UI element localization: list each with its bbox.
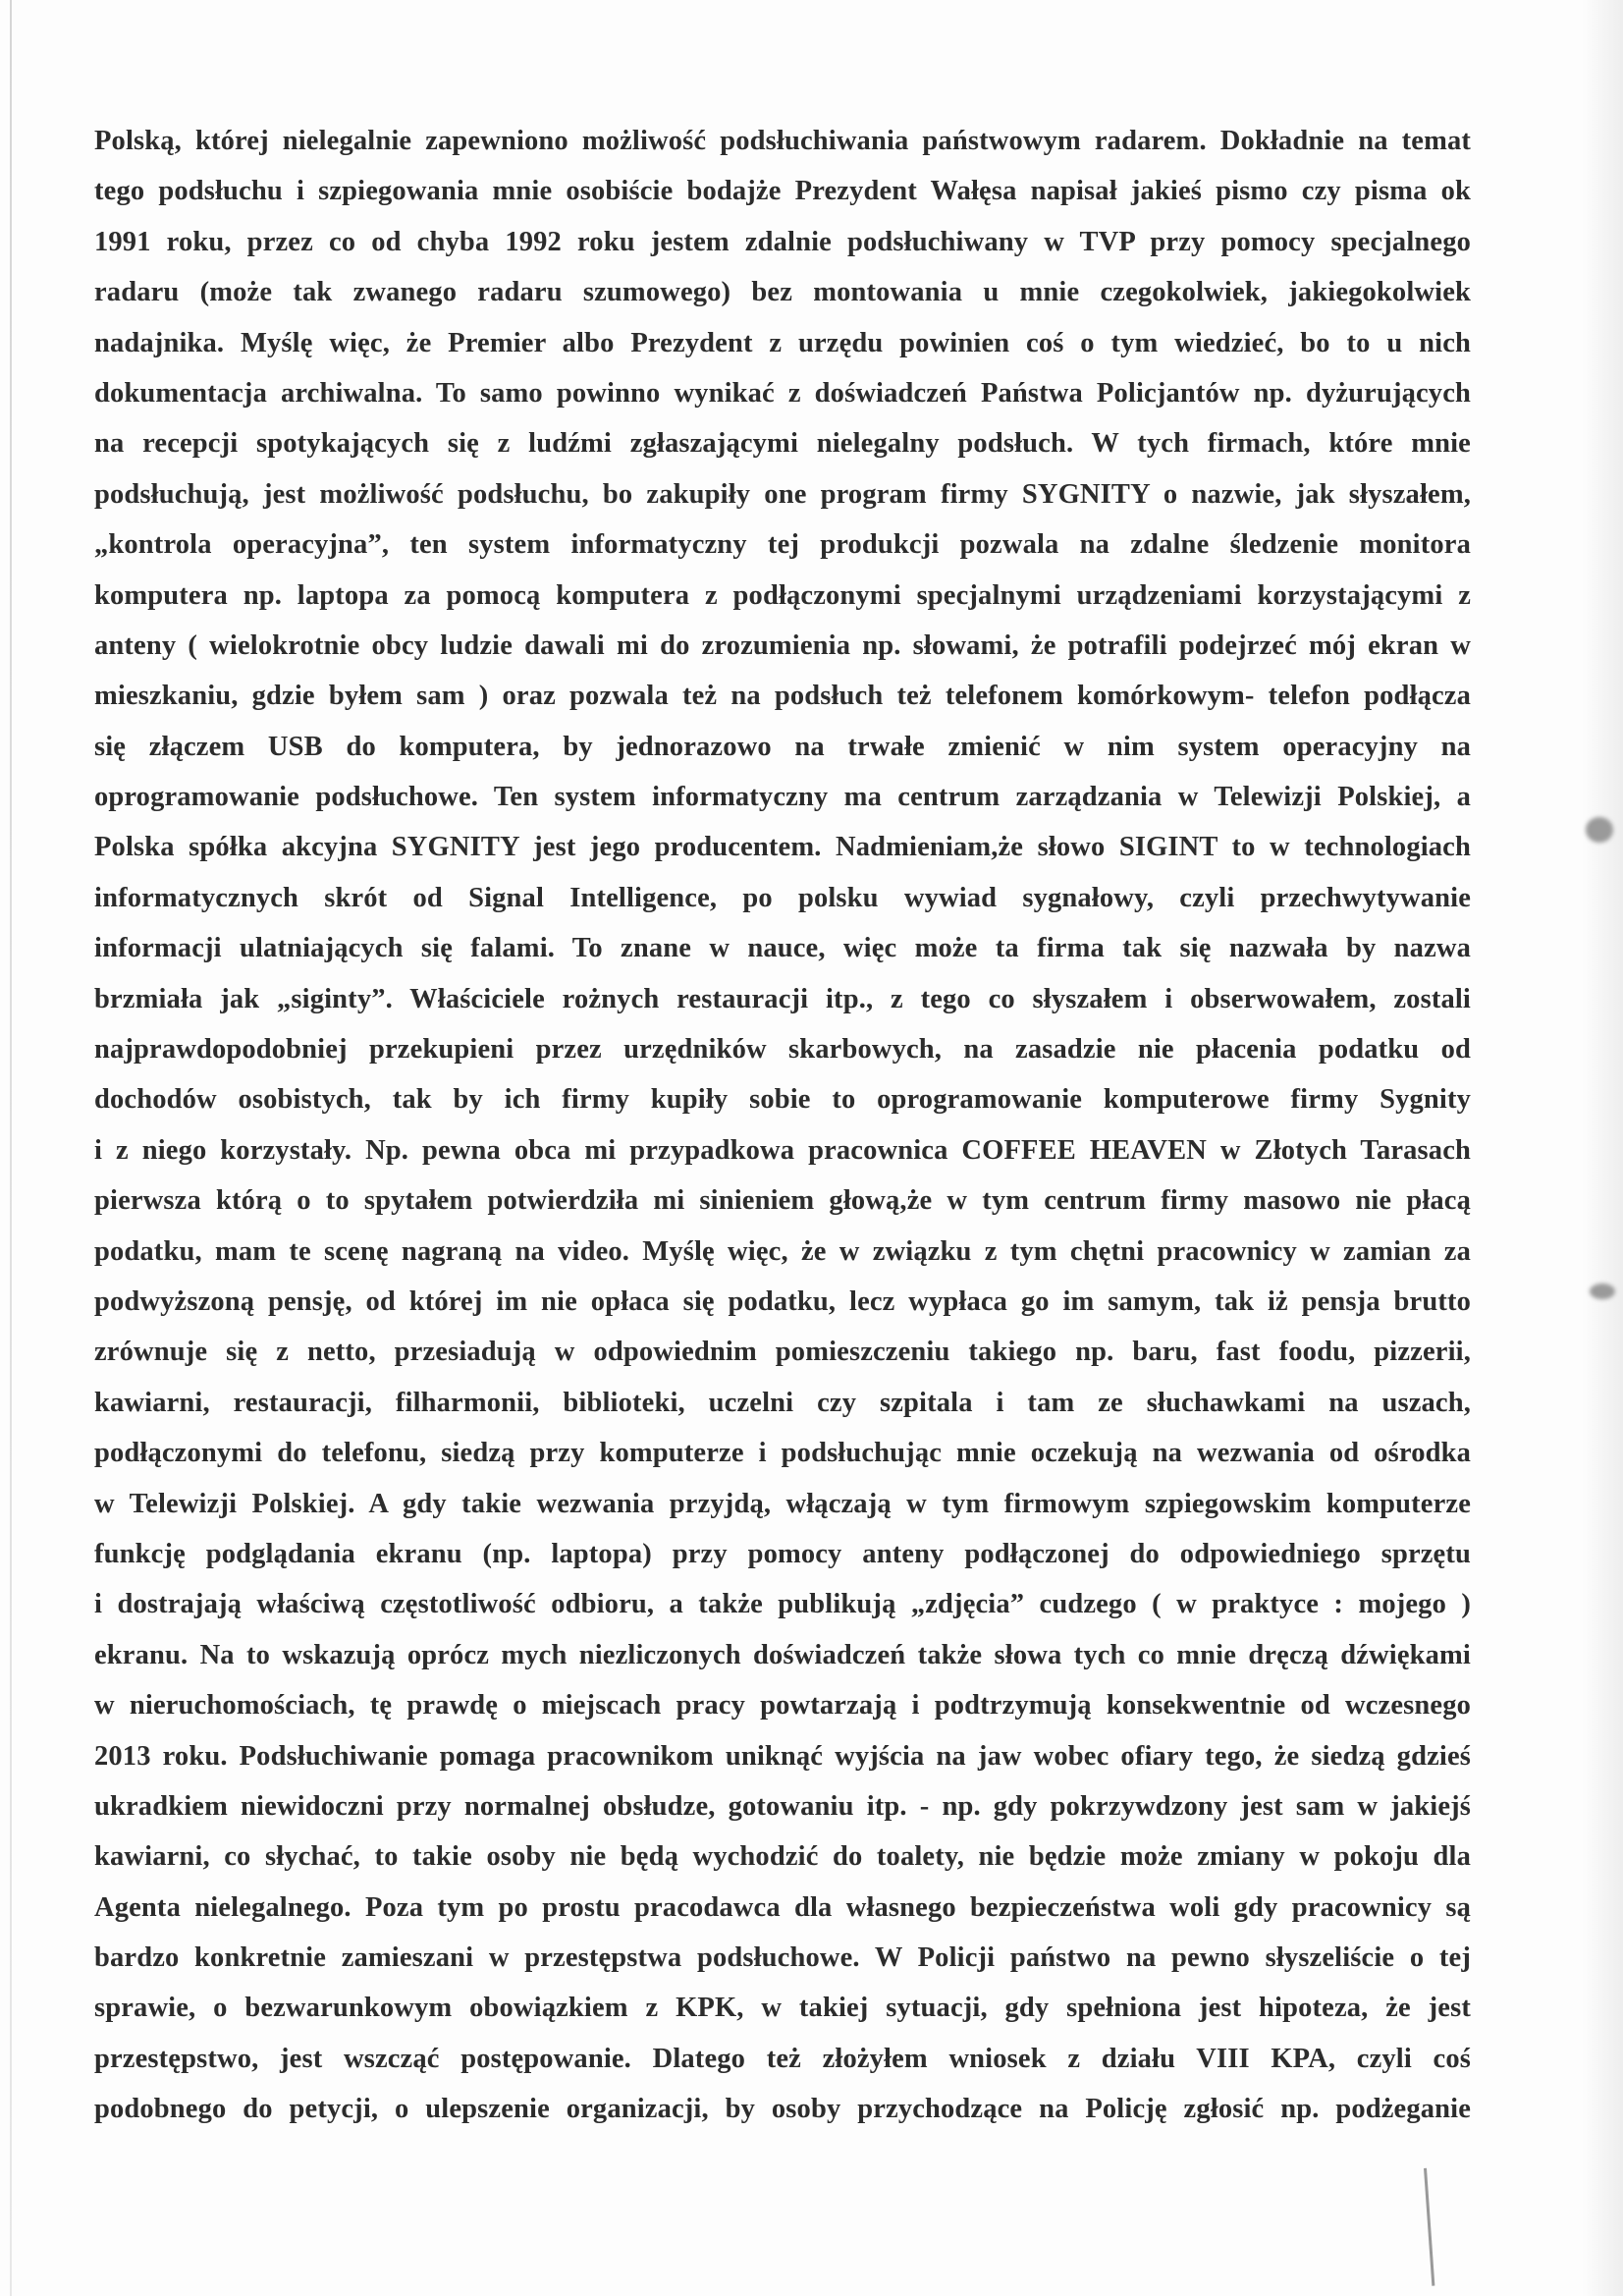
text-line: Polską, której nielegalnie zapewniono możliwość podsłuchiwania państwowym radarem. Dokładnie na temat xyxy=(94,126,1471,156)
text-line: brzmiała jak „siginty”. Właściciele rożnych restauracji itp., z tego co słyszałem i obserwowałem, zostali xyxy=(94,983,1471,1014)
text-line: anteny ( wielokrotnie obcy ludzie dawali mi do zrozumienia np. słowami, że potrafili podejrzeć mój ekran w xyxy=(94,629,1471,661)
text-line: podwyższoną pensję, od której im nie opłaca się podatku, lecz wypłaca go im samym, tak iż pensja brutto xyxy=(94,1285,1471,1317)
text-line: 1991 roku, przez co od chyba 1992 roku jestem zdalnie podsłuchiwany w TVP przy pomocy specjalnego xyxy=(94,226,1471,257)
text-line: na recepcji spotykających się z ludźmi zgłaszającymi nielegalny podsłuch. W tych firmach, które mnie xyxy=(94,428,1471,460)
text-line: podobnego do petycji, o ulepszenie organizacji, by osoby przychodzące na Policję zgłosić np. podżeganie xyxy=(94,2094,1471,2125)
text-line: zrównuje się z netto, przesiadują w odpowiednim pomieszczeniu takiego np. baru, fast foodu, pizzerii, xyxy=(94,1337,1471,1368)
text-line: 2013 roku. Podsłuchiwanie pomaga pracownikom uniknąć wyjścia na jaw wobec ofiary tego, że siedzą gdzieś xyxy=(94,1740,1471,1772)
punch-hole-mark xyxy=(1590,1284,1615,1299)
text-line: przestępstwo, jest wszcząć postępowanie. Dlatego też złożyłem wniosek z działu VIII KPA, czyli coś xyxy=(94,2043,1471,2074)
text-line: w nieruchomościach, tę prawdę o miejscach pracy powtarzają i podtrzymują konsekwentnie od wczesnego xyxy=(94,1690,1471,1722)
text-line: się złączem USB do komputera, by jednorazowo na trwałe zmienić w nim system operacyjny na xyxy=(94,731,1471,762)
text-line: komputera np. laptopa za pomocą komputera z podłączonymi specjalnymi urządzeniami korzystającymi z xyxy=(94,579,1471,611)
text-line: podsłuchują, jest możliwość podsłuchu, bo zakupiły one program firmy SYGNITY o nazwie, jak słyszałem, xyxy=(94,478,1471,510)
text-line: informacji ulatniających się falami. To znane w nauce, więc może ta firma tak się nazwała by nazwa xyxy=(94,933,1471,964)
punch-hole-mark xyxy=(1586,817,1613,843)
text-line: kawiarni, co słychać, to takie osoby nie będą wychodzić do toalety, nie będzie może zmiany w pokoju dla xyxy=(94,1841,1471,1873)
text-line: Polska spółka akcyjna SYGNITY jest jego producentem. Nadmieniam,że słowo SIGINT to w technologiach xyxy=(94,832,1471,863)
text-line: „kontrola operacyjna”, ten system informatyczny tej produkcji pozwala na zdalne śledzenie monitora xyxy=(94,529,1471,561)
text-line: kawiarni, restauracji, filharmonii, biblioteki, uczelni czy szpitala i tam ze słuchawkami na uszach, xyxy=(94,1387,1471,1418)
margin-pen-stroke xyxy=(1424,2168,1434,2286)
text-line: dochodów osobistych, tak by ich firmy kupiły sobie to oprogramowanie komputerowe firmy Sygnity xyxy=(94,1084,1471,1116)
text-line: dokumentacja archiwalna. To samo powinno wynikać z doświadczeń Państwa Policjantów np. dyżurujących xyxy=(94,377,1471,409)
text-line: podatku, mam te scenę nagraną na video. Myślę więc, że w związku z tym chętni pracownicy w zamian za xyxy=(94,1235,1471,1267)
text-line: funkcję podglądania ekranu (np. laptopa) przy pomocy anteny podłączonej do odpowiedniego sprzętu xyxy=(94,1538,1471,1569)
page-edge-line xyxy=(10,0,12,2296)
text-line: bardzo konkretnie zamieszani w przestępstwa podsłuchowe. W Policji państwo na pewno słyszeliście o tej xyxy=(94,1942,1471,1974)
text-line: najprawdopodobniej przekupieni przez urzędników skarbowych, na zasadzie nie płacenia podatku od xyxy=(94,1034,1471,1066)
text-line: i dostrajają właściwą częstotliwość odbioru, a także publikują „zdjęcia” cudzego ( w praktyce : mojego ) xyxy=(94,1589,1471,1620)
text-line: oprogramowanie podsłuchowe. Ten system informatyczny ma centrum zarządzania w Telewizji Polskiej, a xyxy=(94,782,1471,813)
text-line: ekranu. Na to wskazują oprócz mych niezliczonych doświadczeń także słowa tych co mnie dręczą dźwiękami xyxy=(94,1639,1471,1670)
text-line: sprawie, o bezwarunkowym obowiązkiem z KPK, w takiej sytuacji, gdy spełniona jest hipoteza, że jest xyxy=(94,1993,1471,2024)
text-line: nadajnika. Myślę więc, że Premier albo Prezydent z urzędu powinien coś o tym wiedzieć, bo to u nich xyxy=(94,327,1471,358)
text-line: informatycznych skrót od Signal Intelligence, po polsku wywiad sygnałowy, czyli przechwytywanie xyxy=(94,882,1471,913)
text-line: podłączonymi do telefonu, siedzą przy komputerze i podsłuchując mnie oczekują na wezwania od ośrodka xyxy=(94,1438,1471,1469)
text-line: w Telewizji Polskiej. A gdy takie wezwania przyjdą, włączają w tym firmowym szpiegowskim komputerze xyxy=(94,1488,1471,1519)
text-line: mieszkaniu, gdzie byłem sam ) oraz pozwala też na podsłuch też telefonem komórkowym- telefon podłącza xyxy=(94,681,1471,712)
text-line: radaru (może tak zwanego radaru szumowego) bez montowania u mnie czegokolwiek, jakiegokolwiek xyxy=(94,277,1471,308)
letter-body xyxy=(94,116,1471,2135)
scan-shadow xyxy=(1582,0,1623,2296)
text-line: Agenta nielegalnego. Poza tym po prostu pracodawca dla własnego bezpieczeństwa woli gdy pracownicy są xyxy=(94,1891,1471,1923)
text-line: tego podsłuchu i szpiegowania mnie osobiście bodajże Prezydent Wałęsa napisał jakieś pismo czy pisma ok xyxy=(94,176,1471,207)
text-line: pierwsza którą o to spytałem potwierdziła mi sinieniem głową,że w tym centrum firmy masowo nie płacą xyxy=(94,1185,1471,1217)
text-line: ukradkiem niewidoczni przy normalnej obsłudze, gotowaniu itp. - np. gdy pokrzywdzony jest sam w jakiejś xyxy=(94,1790,1471,1822)
text-line: i z niego korzystały. Np. pewna obca mi przypadkowa pracownica COFFEE HEAVEN w Złotych Tarasach xyxy=(94,1134,1471,1166)
